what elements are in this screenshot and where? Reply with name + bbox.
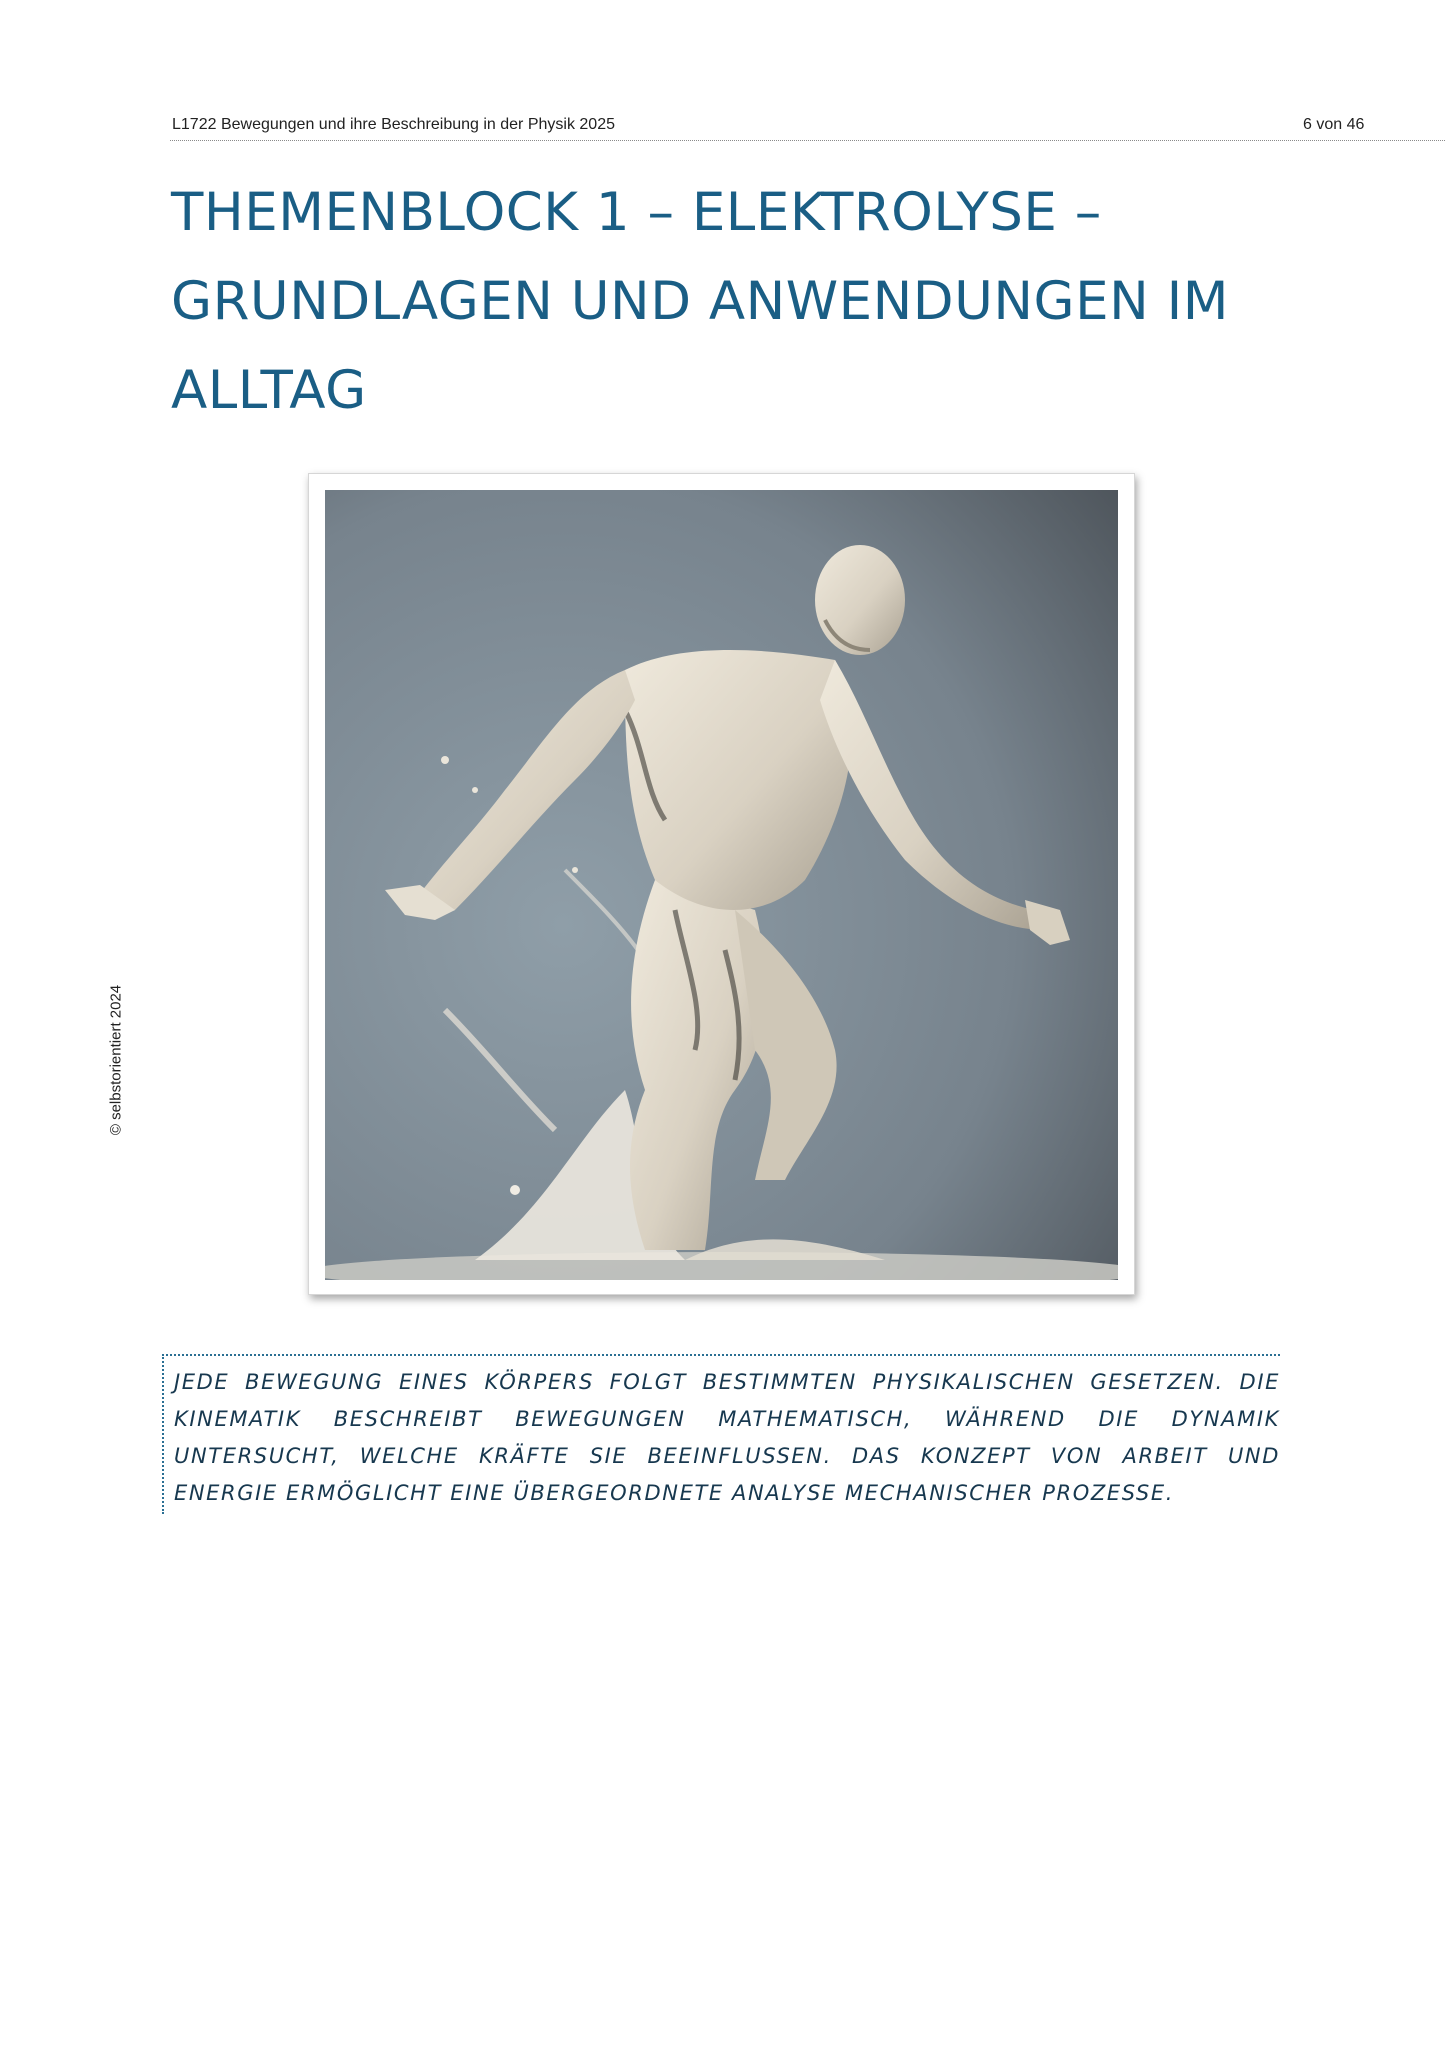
document-title: L1722 Bewegungen und ihre Beschreibung in der Physik 2025 xyxy=(172,116,615,133)
quote-text: JEDE BEWEGUNG EINES KÖRPERS FOLGT BESTIMMTEN PHYSIKALISCHEN GESETZEN. DIE KINEMATIK BESCHREIBT BEWEGUNGEN MATHEMATISCH, WÄHREND DIE DYNAMIK UNTERSUCHT, WELCHE KRÄFTE SIE BEEINFLUSSEN. DAS KONZEPT VON ARBEIT UND ENERGIE ERMÖGLICHT EINE ÜBERGEORDNETE ANALYSE MECHANISCHER PROZESSE. xyxy=(174,1370,1280,1505)
chapter-title: THEMENBLOCK 1 – ELEKTROLYSE – GRUNDLAGEN UND ANWENDUNGEN IM ALLTAG xyxy=(171,182,1229,421)
copyright-note: © selbstorientiert 2024 xyxy=(107,984,125,1136)
page-indicator: 6 von 46 xyxy=(1303,116,1365,133)
page-header xyxy=(170,114,1445,141)
sculpture-image xyxy=(325,490,1118,1280)
figure-frame xyxy=(308,473,1135,1295)
quote-box xyxy=(162,1354,1280,1514)
